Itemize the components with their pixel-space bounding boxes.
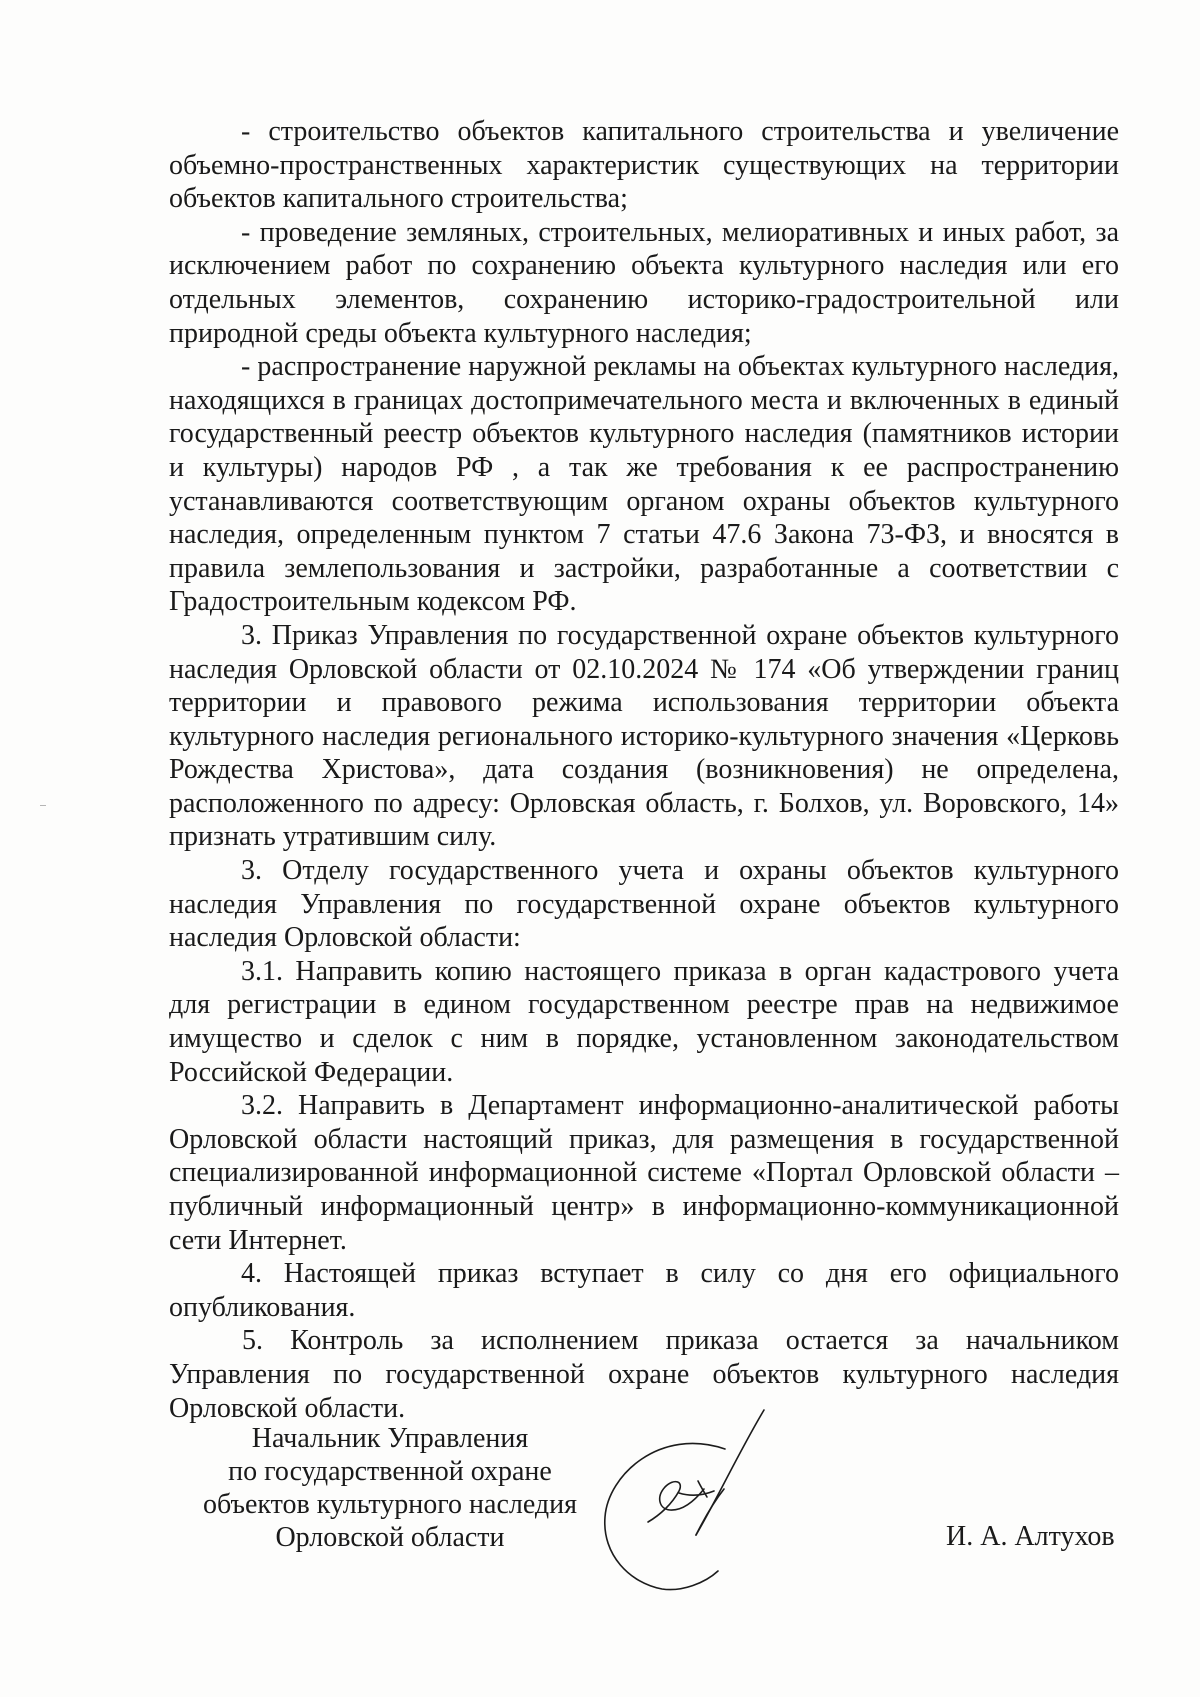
paragraph-construction-ban: - строительство объектов капитального строительства и увеличение объемно-пространственных характеристик существующих на территории объектов капитального строительства;: [169, 116, 1119, 215]
signer-position-line: объектов культурного наследия: [202, 1489, 578, 1520]
paragraph-item-3-1: 3.1. Направить копию настоящего приказа в орган кадастрового учета для регистрации в едином государственном реестре прав на недвижимое имущество и сделок с ним в порядке, установленном законодательством Российской Федерации.: [169, 955, 1119, 1088]
paragraph-item-3-repeal: 3. Приказ Управления по государственной охране объектов культурного наследия Орловской области от 02.10.2024 № 174 «Об утверждении границ территории и правового режима использования территории объекта культурного наследия регионального историко-культурного значения «Церковь Рождества Христова», дата создания (возникновения) не определена, расположенного по адресу: Орловская область, г. Болхов, ул. Воровского, 14» признать утратившим силу.: [169, 619, 1119, 853]
document-body: [169, 115, 1119, 1425]
signer-position-line: Начальник Управления: [251, 1423, 529, 1454]
paragraph-item-3-2: 3.2. Направить в Департамент информационно-аналитической работы Орловской области настоящий приказ, для размещения в государственной специализированной информационной системе «Портал Орловской области – публичный информационный центр» в информационно-коммуникационной сети Интернет.: [169, 1090, 1119, 1256]
paragraph-item-5: 5. Контроль за исполнением приказа остается за начальником Управления по государственной охране объектов культурного наследия Орловской области.: [169, 1325, 1119, 1424]
signer-position-line: по государственной охране: [228, 1456, 552, 1487]
handwritten-signature-icon: [600, 1405, 840, 1595]
signer-position-block: [180, 1422, 600, 1554]
paragraph-item-4: 4. Настоящей приказ вступает в силу со дня его официального опубликования.: [169, 1258, 1119, 1323]
paragraph-earthworks-ban: - проведение земляных, строительных, мелиоративных и иных работ, за исключением работ по сохранению объекта культурного наследия или его отдельных элементов, сохранению историко-градостроительной или природной среды объекта культурного наследия;: [169, 216, 1119, 349]
paragraph-item-3-department: 3. Отделу государственного учета и охраны объектов культурного наследия Управления по государственной охране объектов культурного наследия Орловской области:: [169, 855, 1119, 954]
signer-position-line: Орловской области: [275, 1522, 505, 1553]
scan-speck: [40, 805, 46, 806]
signer-name: И. А. Алтухов: [946, 1521, 1115, 1552]
paragraph-advertising-rules: - распространение наружной рекламы на объектах культурного наследия, находящихся в границах достопримечательного места и включенных в единый государственный реестр объектов культурного наследия (памятников истории и культуры) народов РФ , а так же требования к ее распространению устанавливаются соответствующим органом охраны объектов культурного наследия, определенным пунктом 7 статьи 47.6 Закона 73-ФЗ, и вносятся в правила землепользования и застройки, разработанные а соответствии с Градостроительным кодексом РФ.: [169, 351, 1119, 618]
